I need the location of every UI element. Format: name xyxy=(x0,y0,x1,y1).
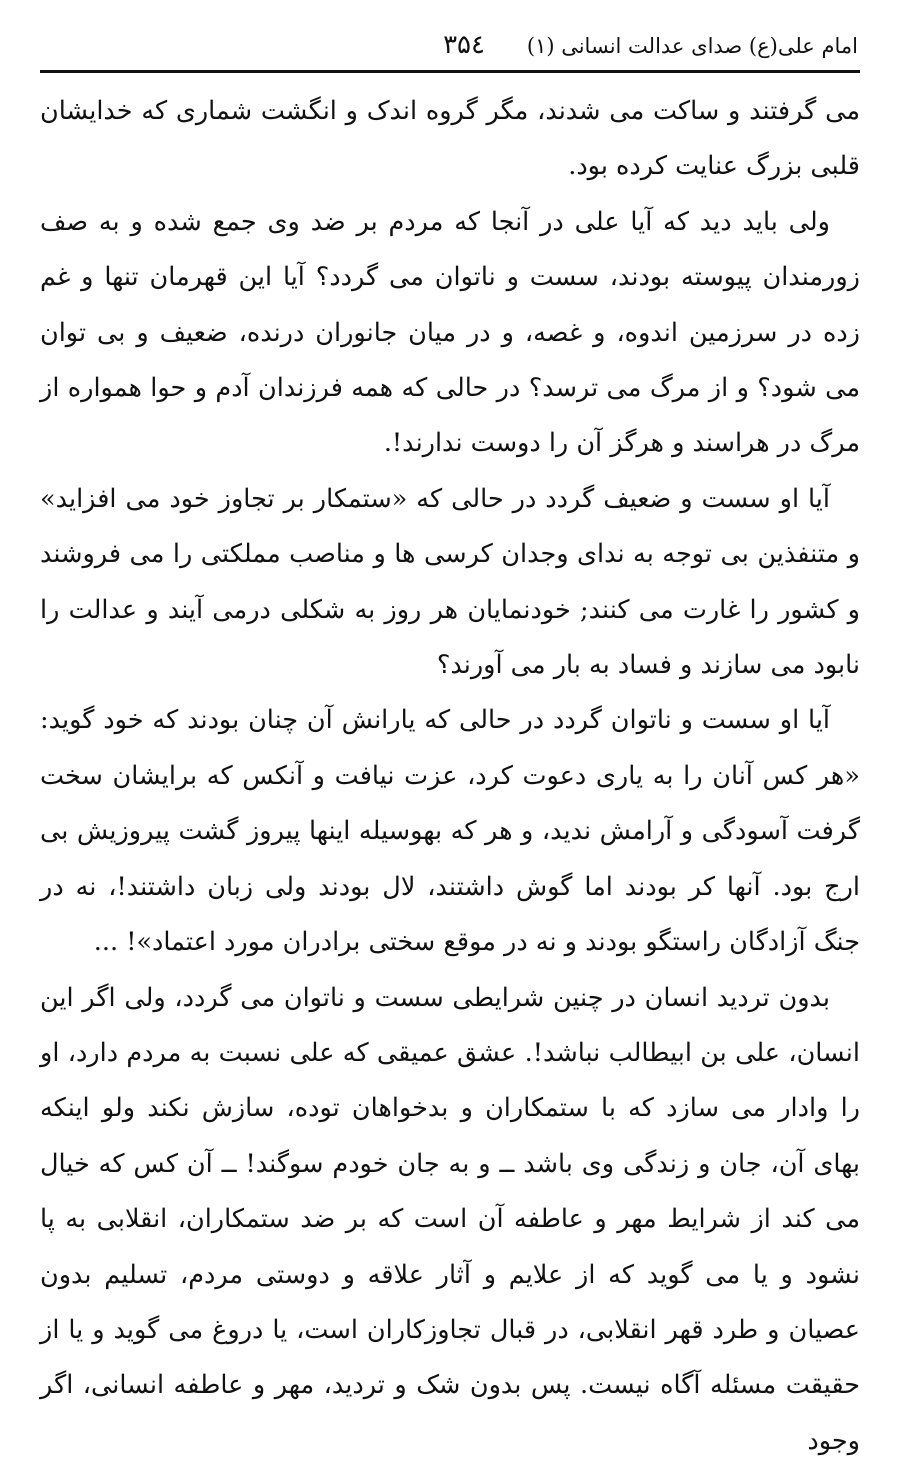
body-text xyxy=(40,84,860,1469)
page-number: ۳۵٤ xyxy=(443,30,485,60)
running-title: امام علی(ع) صدای عدالت انسانی (۱) xyxy=(526,34,858,58)
paragraph-3: آیا او سست و ضعیف گردد در حالی که «ستمکار بر تجاوز خود می افزاید» و متنفذین بی توجه به ندای وجدان کرسی ها و مناصب مملکتی را می فروشند و کشور را غارت می کنند; خودنمایان هر روز به شکلی درمی آیند و عدالت را نابود می سازند و فساد به بار می آورند؟ xyxy=(40,483,860,681)
paragraph-4: آیا او سست و ناتوان گردد در حالی که یارانش آن چنان بودند که خود گوید: «هر کس آنان را به یاری دعوت کرد، عزت نیافت و آنکس که برایشان سخت گرفت آسودگی و آرامش ندید، و هر که بهوسیله اینها پیروز گشت پیروزیش بی ارج بود. آنها کر بودند اما گوش داشتند، لال بودند ولی زبان داشتند!، نه در جنگ آزادگان راستگو بودند و نه در موقع سختی برادران مورد اعتماد»! ... xyxy=(40,705,860,958)
paragraph-2: ولی باید دید که آیا علی در آنجا که مردم بر ضد وی جمع شده و به صف زورمندان پیوسته بودند، سست و ناتوان می گردد؟ آیا این قهرمان تنها و غم زده در سرزمین اندوه، و غصه، و در میان جانوران درنده، ضعیف و بی توان می شود؟ و از مرگ می ترسد؟ در حالی که همه فرزندان آدم و حوا همواره از مرگ در هراسند و هرگز آن را دوست ندارند!. xyxy=(40,206,860,459)
paragraph-5: بدون تردید انسان در چنین شرایطی سست و ناتوان می گردد، ولی اگر این انسان، علی بن ابیطالب نباشد!. عشق عمیقی که علی نسبت به مردم دارد، او را وادار می سازد که با ستمکاران و بدخواهان توده، سازش نکند ولو اینکه بهای آن، جان و زندگی وی باشد ــ و به جان خودم سوگند! ــ آن کس که خیال می کند از شرایط مهر و عاطفه آن است که بر ضد ستمکاران، انقلابی به پا نشود و یا می گوید که از علایم و آثار علاقه و دوستی مردم، تسلیم بدون عصیان و طرد قهر انقلابی، در قبال تجاوزکاران است، یا دروغ می گوید و یا از حقیقت مسئله آگاه نیست. پس بدون شک و تردید، مهر و عاطفه انسانی، اگر وجود xyxy=(40,982,860,1456)
book-page xyxy=(40,28,860,1469)
page-header xyxy=(40,28,860,72)
paragraph-1: می گرفتند و ساکت می شدند، مگر گروه اندک و انگشت شماری که خدایشان قلبی بزرگ عنایت کرده بود. xyxy=(40,96,860,182)
header-divider xyxy=(40,70,860,73)
